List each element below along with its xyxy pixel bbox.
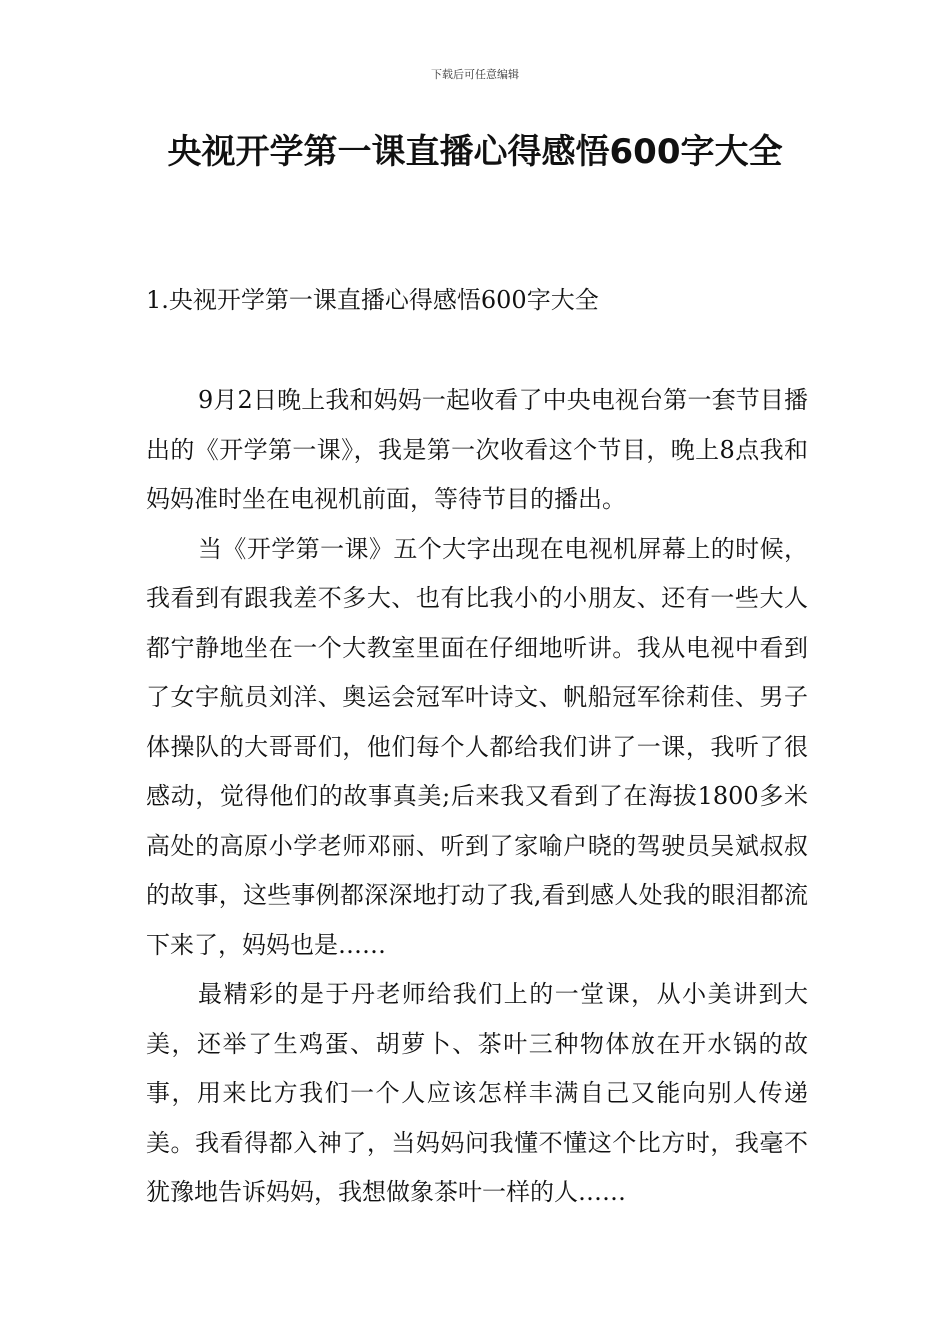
paragraph-1: 9月2日晚上我和妈妈一起收看了中央电视台第一套节目播出的《开学第一课》，我是第一次收看这个节目，晚上8点我和妈妈准时坐在电视机前面，等待节目的播出。 — [146, 386, 808, 513]
section-heading: 1.央视开学第一课直播心得感悟600字大全 — [146, 286, 599, 314]
paragraph-2: 当《开学第一课》五个大字出现在电视机屏幕上的时候，我看到有跟我差不多大、也有比我小的小朋友、还有一些大人都宁静地坐在一个大教室里面在仔细地听讲。我从电视中看到了女宇航员刘洋、奥运会冠军叶诗文、帆船冠军徐莉佳、男子体操队的大哥哥们，他们每个人都给我们讲了一课，我听了很感动，觉得他们的故事真美;后来我又看到了在海拔1800多米高处的高原小学老师邓丽、听到了家喻户晓的驾驶员吴斌叔叔的故事，这些事例都深深地打动了我,看到感人处我的眼泪都流下来了，妈妈也是…… — [146, 534, 808, 959]
header-note: 下载后可任意编辑 — [431, 68, 519, 81]
body-text — [146, 376, 808, 1218]
document-title: 央视开学第一课直播心得感悟600字大全 — [167, 132, 783, 172]
paragraph-3: 最精彩的是于丹老师给我们上的一堂课，从小美讲到大美，还举了生鸡蛋、胡萝卜、茶叶三种物体放在开水锅的故事，用来比方我们一个人应该怎样丰满自己又能向别人传递美。我看得都入神了，当妈妈问我懂不懂这个比方时，我毫不犹豫地告诉妈妈，我想做象茶叶一样的人…… — [146, 980, 808, 1206]
